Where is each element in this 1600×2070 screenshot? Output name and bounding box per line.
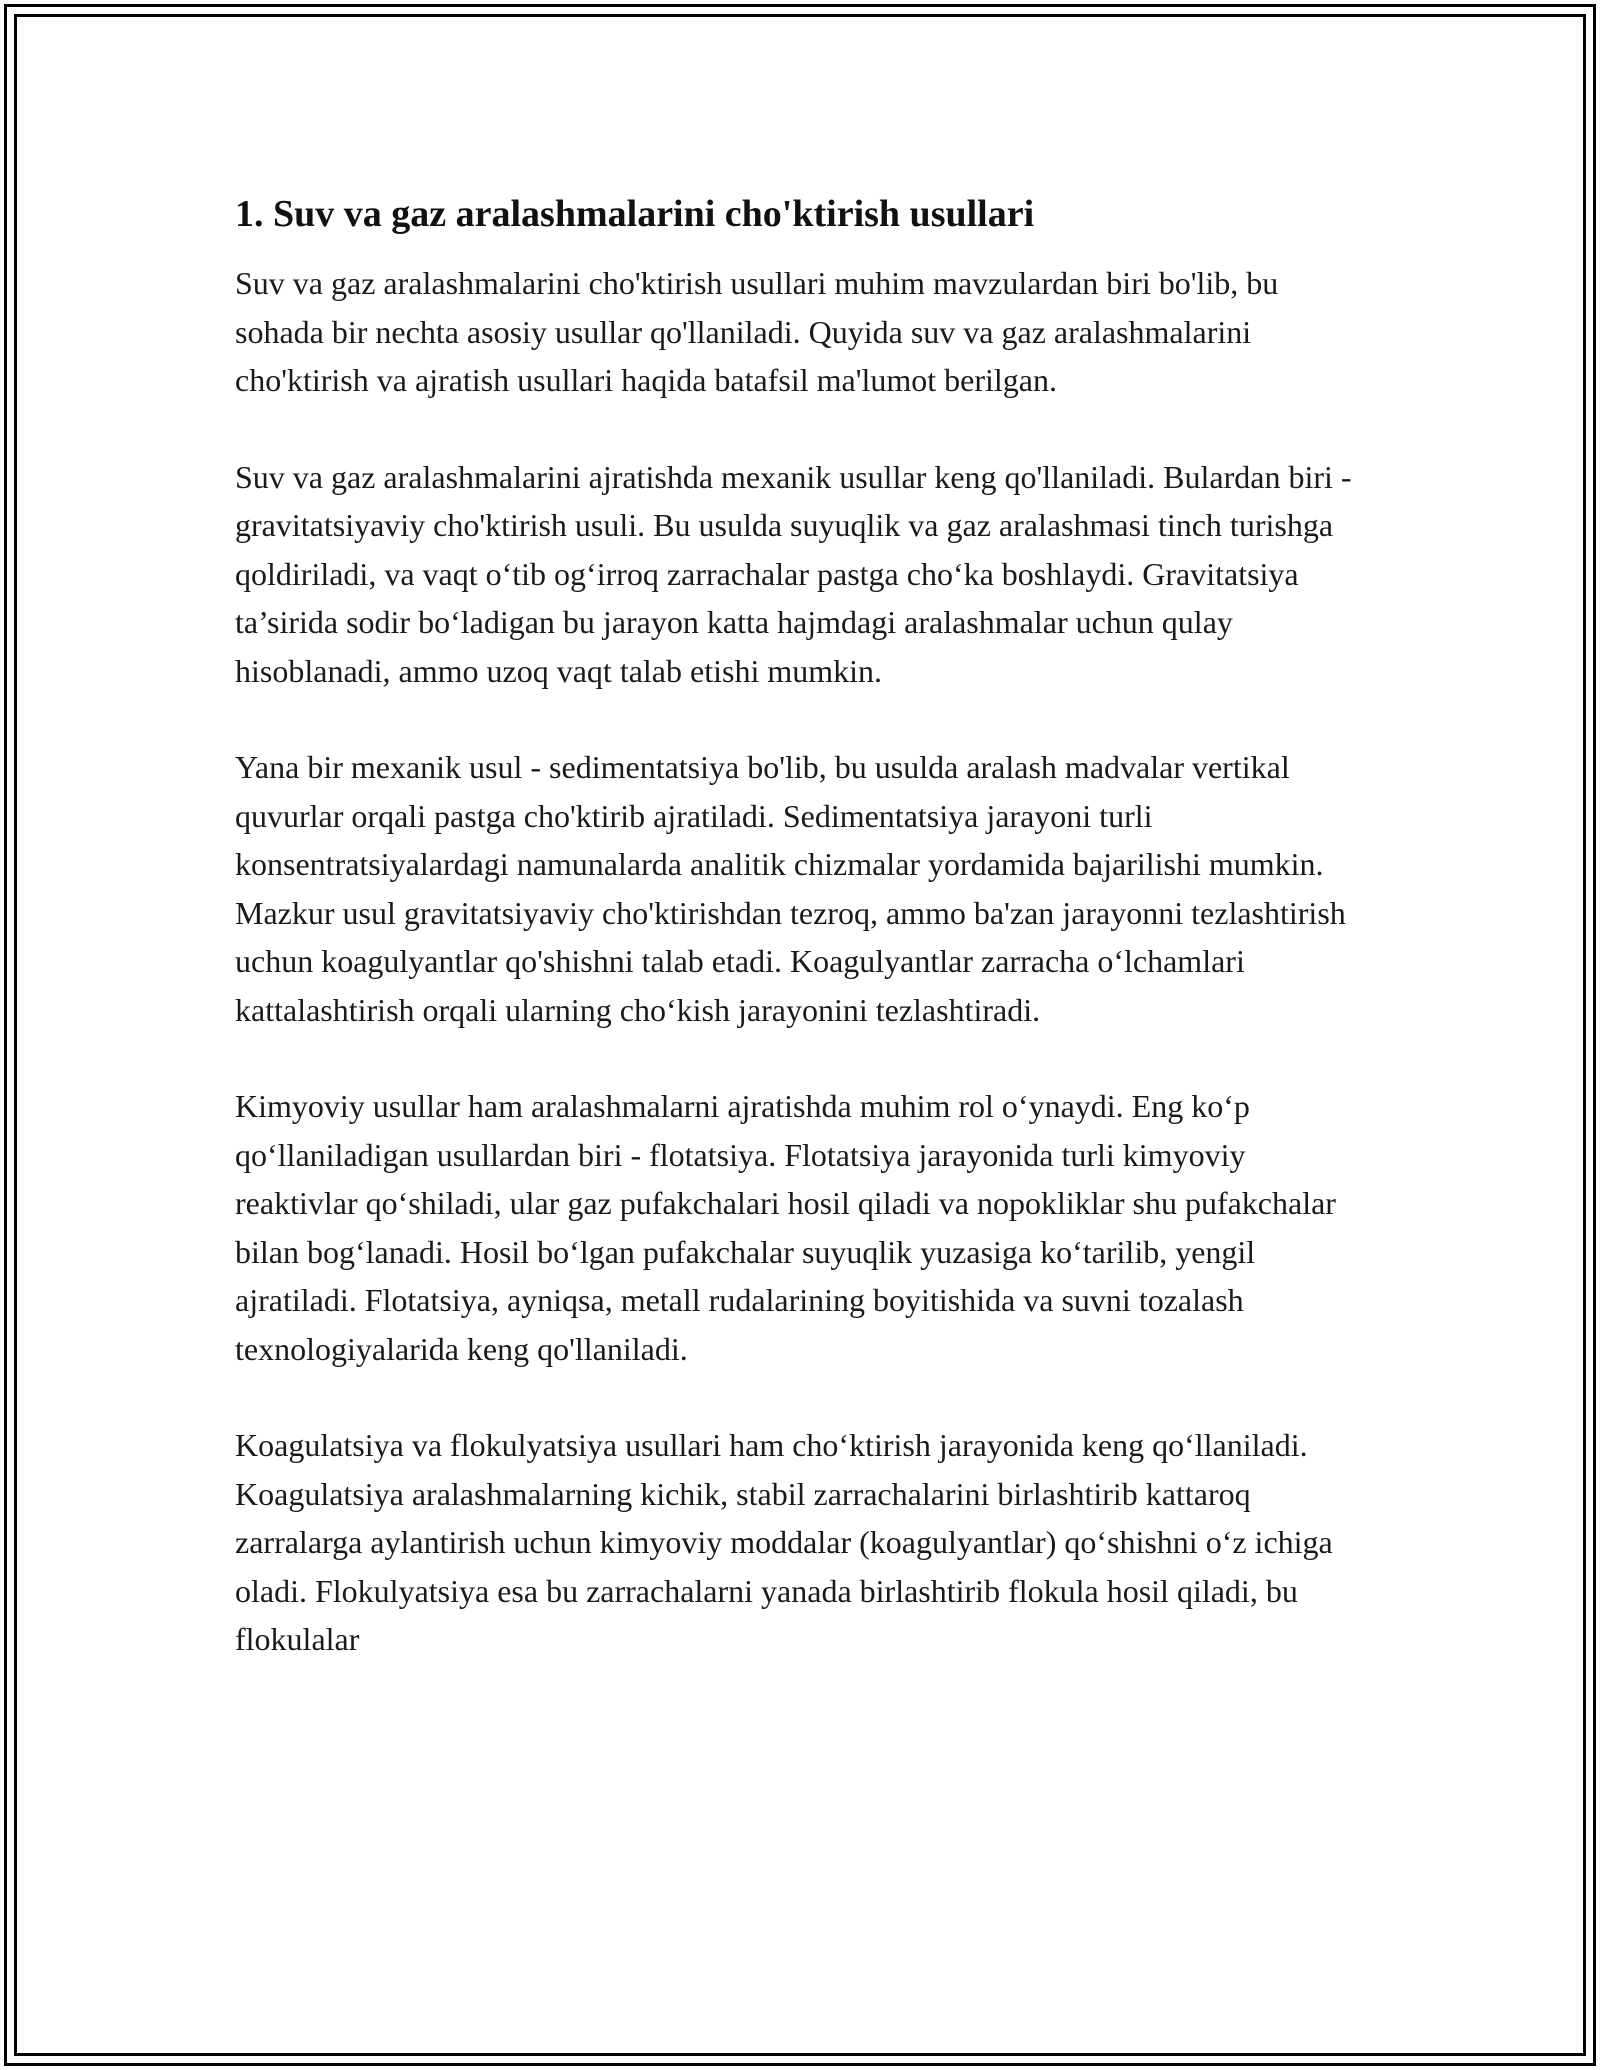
paragraph-mechanical-methods: Suv va gaz aralashmalarini ajratishda mexanik usullar keng qo'llaniladi. Bulardan biri - gravitatsiyaviy cho'ktirish usuli. Bu usulda suyuqlik va gaz aralashmasi tinch turishga qoldiriladi, va vaqt o‘tib og‘irroq zarrachalar pastga cho‘ka boshlaydi. Gravitatsiya ta’sirida sodir bo‘ladigan bu jarayon katta hajmdagi aralashmalar uchun qulay hisoblanadi, ammo uzoq vaqt talab etishi mumkin.	[235, 458, 1352, 689]
paragraph-sedimentation: Yana bir mexanik usul - sedimentatsiya bo'lib, bu usulda aralash madvalar vertikal quvurlar orqali pastga cho'ktirib ajratiladi. Sedimentatsiya jarayoni turli konsentratsiyalardagi namunalarda analitik chizmalar yordamida bajarilishi mumkin. Mazkur usul gravitatsiyaviy cho'ktirishdan tezroq, ammo ba'zan jarayonni tezlashtirish uchun koagulyantlar qo'shishni talab etadi. Koagulyantlar zarracha o‘lchamlari kattalashtirish orqali ularning cho‘kish jarayonini tezlashtiradi.	[235, 749, 1346, 1028]
paragraph-intro: Suv va gaz aralashmalarini cho'ktirish usullari muhim mavzulardan biri bo'lib, bu sohada bir nechta asosiy usullar qo'llaniladi. Quyida suv va gaz aralashmalarini cho'ktirish va ajratish usullari haqida batafsil ma'lumot berilgan.	[235, 265, 1279, 398]
paragraph-coagulation: Koagulatsiya va flokulyatsiya usullari ham cho‘ktirish jarayonida keng qo‘llaniladi. Koagulatsiya aralashmalarning kichik, stabil zarrachalarini birlashtirib kattaroq zarralarga aylantirish uchun kimyoviy moddalar (koagulyantlar) qo‘shishni o‘z ichiga oladi. Flokulyatsiya esa bu zarrachalarni yanada birlashtirib flokula hosil qiladi, bu flokulalar	[235, 1427, 1333, 1657]
paragraph-chemical-methods: Kimyoviy usullar ham aralashmalarni ajratishda muhim rol o‘ynaydi. Eng ko‘p qo‘llaniladigan usullardan biri - flotatsiya. Flotatsiya jarayonida turli kimyoviy reaktivlar qo‘shiladi, ular gaz pufakchalari hosil qiladi va nopokliklar shu pufakchalar bilan bog‘lanadi. Hosil bo‘lgan pufakchalar suyuqlik yuzasiga ko‘tarilib, yengil ajratiladi. Flotatsiya, ayniqsa, metall rudalarining boyitishida va suvni tozalash texnologiyalarida keng qo'llaniladi.	[235, 1088, 1336, 1367]
document-body	[235, 188, 1370, 1712]
section-heading: 1. Suv va gaz aralashmalarini cho'ktirish usullari	[235, 193, 1035, 235]
